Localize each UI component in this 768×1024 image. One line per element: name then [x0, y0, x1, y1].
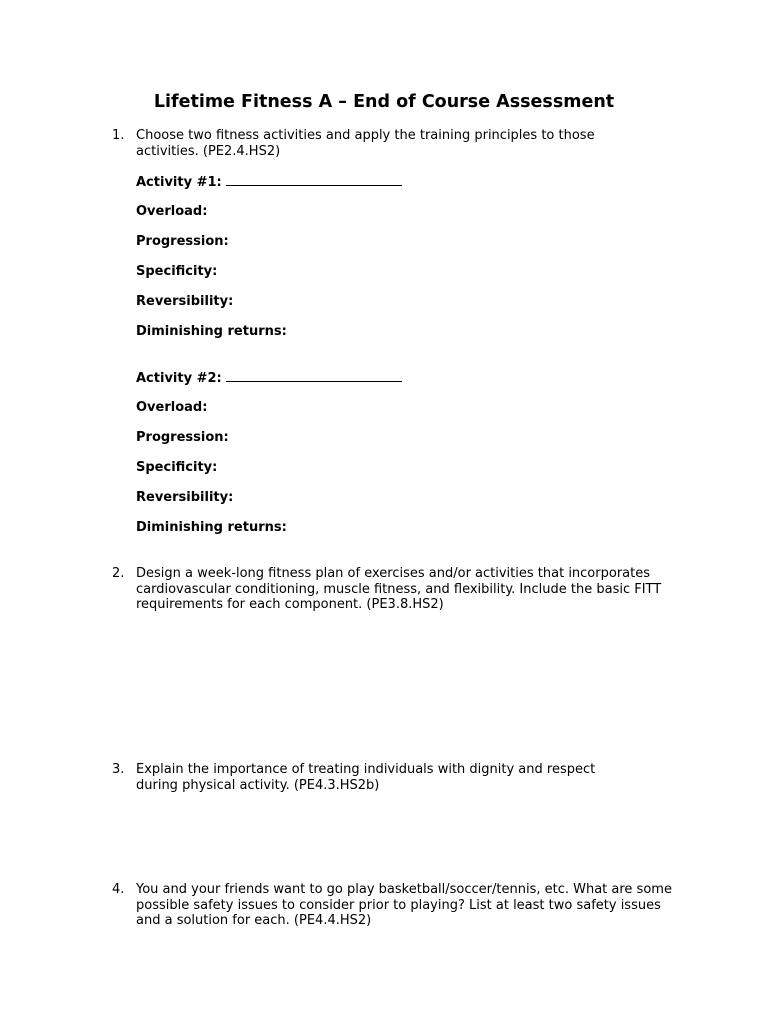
- activity-2-specificity: Specificity:: [136, 460, 218, 475]
- activity-2-progression: Progression:: [136, 430, 229, 445]
- question-1-number: 1.: [112, 128, 125, 143]
- activity-1-specificity: Specificity:: [136, 264, 218, 279]
- activity-1-label: Activity #1:: [136, 175, 222, 190]
- question-2-number: 2.: [112, 566, 125, 581]
- question-1-text: Choose two fitness activities and apply the training principles to those activities. (PE2.4.HS2): [136, 128, 595, 159]
- question-4-number: 4.: [112, 882, 125, 897]
- activity-1-blank[interactable]: [226, 174, 402, 186]
- activity-1-progression: Progression:: [136, 234, 229, 249]
- activity-2-overload: Overload:: [136, 400, 208, 415]
- page-title: Lifetime Fitness A – End of Course Assessment: [153, 92, 615, 112]
- activity-2-blank[interactable]: [226, 370, 402, 382]
- question-4-text: You and your friends want to go play basketball/soccer/tennis, etc. What are some possible safety issues to consider prior to playing? List at least two safety issues and a solution for each. (PE4.4.HS2): [136, 882, 672, 928]
- question-3-text: Explain the importance of treating individuals with dignity and respect during physical activity. (PE4.3.HS2b): [136, 762, 596, 793]
- question-3-number: 3.: [112, 762, 125, 777]
- activity-1-overload: Overload:: [136, 204, 208, 219]
- activity-2-diminishing-returns: Diminishing returns:: [136, 520, 287, 535]
- activity-1-diminishing-returns: Diminishing returns:: [136, 324, 287, 339]
- activity-2-reversibility: Reversibility:: [136, 490, 234, 505]
- activity-2-label: Activity #2:: [136, 371, 222, 386]
- activity-1-row: [136, 174, 402, 190]
- activity-2-row: [136, 370, 402, 386]
- activity-1-reversibility: Reversibility:: [136, 294, 234, 309]
- question-2-text: Design a week-long fitness plan of exercises and/or activities that incorporates cardiovascular conditioning, muscle fitness, and flexibility. Include the basic FITT requirements for each component. (PE3.8.HS2): [136, 566, 662, 612]
